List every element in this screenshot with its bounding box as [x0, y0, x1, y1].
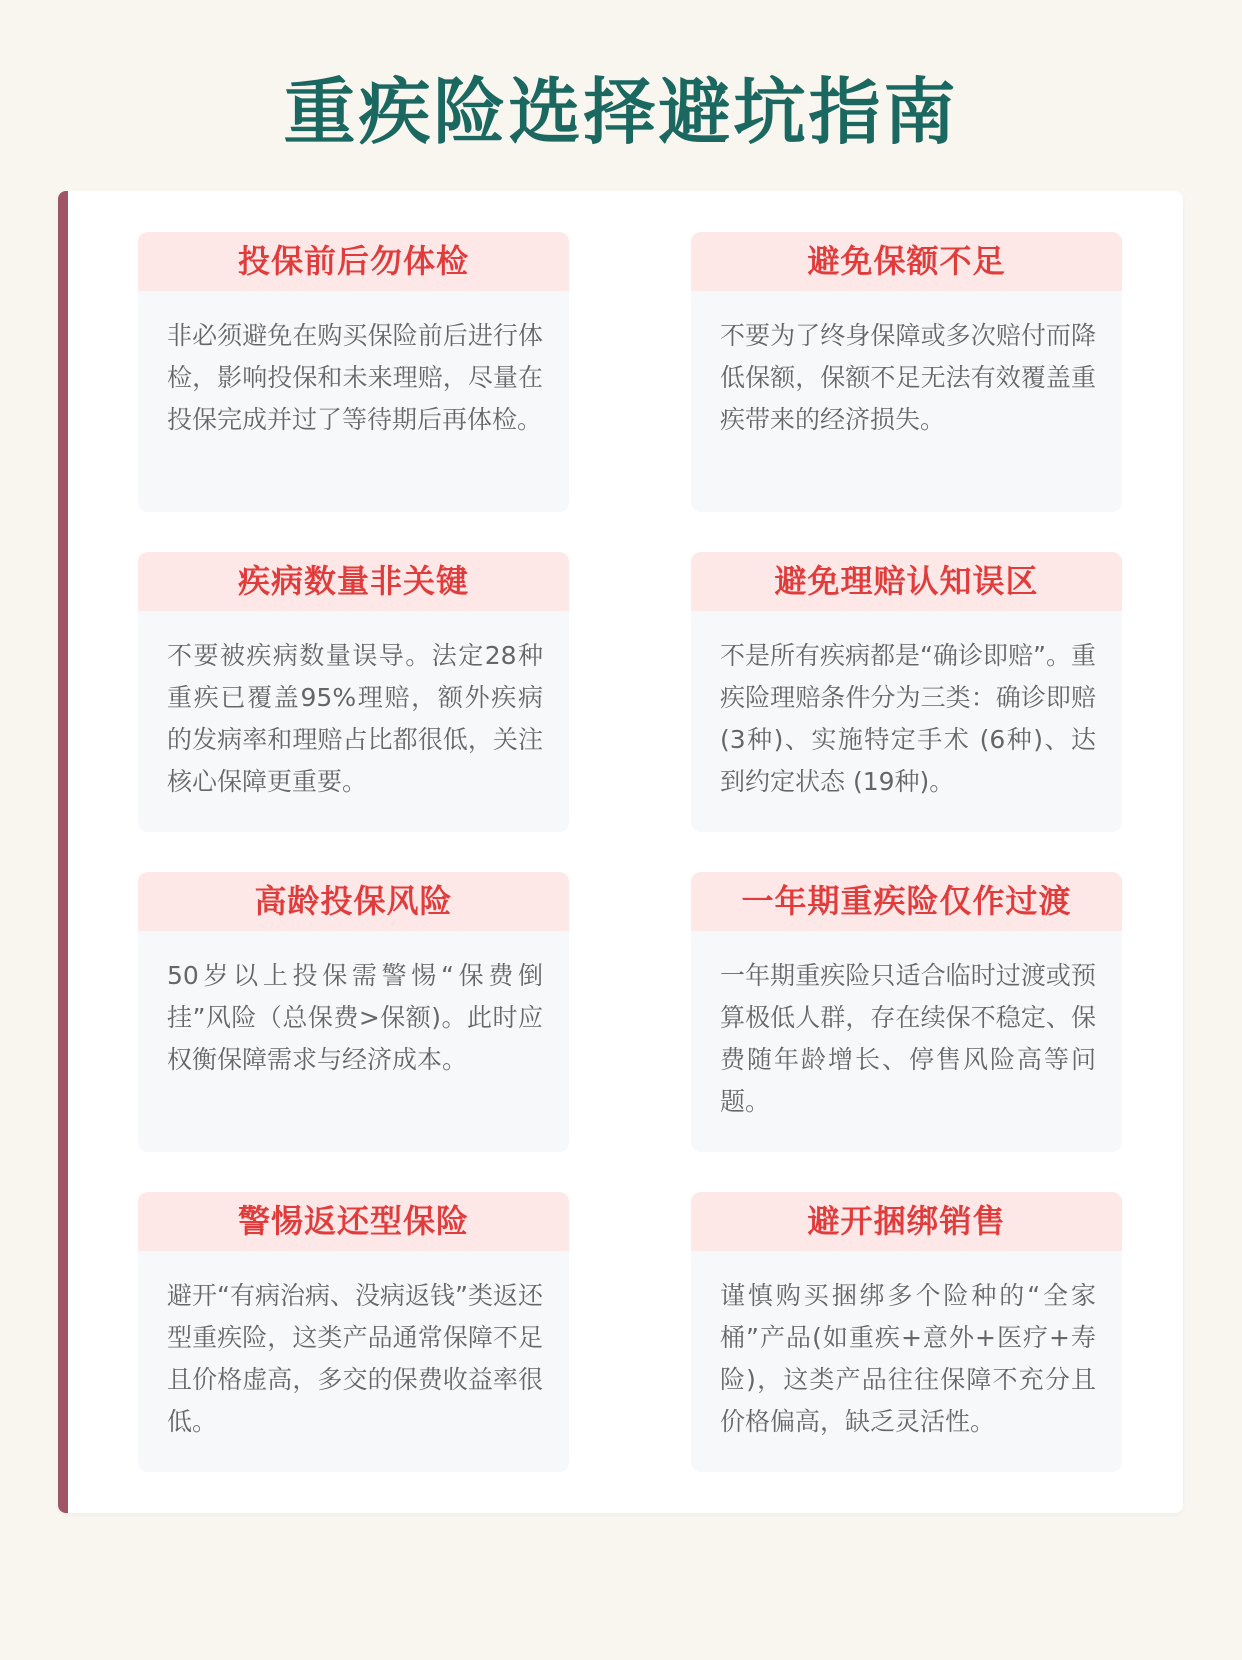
- tip-card: [138, 1192, 569, 1472]
- tip-card-text: 避开“有病治病、没病返钱”类返还型重疾险，这类产品通常保障不足且价格虚高，多交的保费收益率很低。: [167, 1281, 543, 1436]
- tip-card: [691, 232, 1122, 512]
- tip-card: [138, 872, 569, 1152]
- tip-card-text: 谨慎购买捆绑多个险种的“全家桶”产品(如重疾+意外+医疗+寿险)，这类产品往往保障不充分且价格偏高，缺乏灵活性。: [720, 1281, 1096, 1436]
- tip-card-text: 非必须避免在购买保险前后进行体检，影响投保和未来理赔，尽量在投保完成并过了等待期后再体检。: [167, 321, 543, 434]
- tip-card-heading: 高龄投保风险: [138, 872, 569, 931]
- tip-card-heading: 疾病数量非关键: [138, 552, 569, 611]
- tip-card-text: 不要被疾病数量误导。法定28种重疾已覆盖95%理赔，额外疾病的发病率和理赔占比都很低，关注核心保障更重要。: [167, 641, 543, 796]
- tip-card-text: 50岁以上投保需警惕“保费倒挂”风险（总保费>保额)。此时应权衡保障需求与经济成本。: [167, 961, 543, 1074]
- tip-card-text: 不要为了终身保障或多次赔付而降低保额，保额不足无法有效覆盖重疾带来的经济损失。: [720, 321, 1096, 434]
- tip-card: [691, 552, 1122, 832]
- tip-card-heading: 避开捆绑销售: [691, 1192, 1122, 1251]
- tips-panel: [58, 191, 1183, 1513]
- tip-card-heading: 一年期重疾险仅作过渡: [691, 872, 1122, 931]
- tip-card: [138, 232, 569, 512]
- tip-card: [691, 1192, 1122, 1472]
- tip-card-heading: 投保前后勿体检: [138, 232, 569, 291]
- tip-card-text: 一年期重疾险只适合临时过渡或预算极低人群，存在续保不稳定、保费随年龄增长、停售风险高等问题。: [720, 961, 1096, 1116]
- tip-card: [138, 552, 569, 832]
- tip-card-heading: 避免理赔认知误区: [691, 552, 1122, 611]
- tip-card-heading: 警惕返还型保险: [138, 1192, 569, 1251]
- tip-card-text: 不是所有疾病都是“确诊即赔”。重疾险理赔条件分为三类：确诊即赔(3种)、实施特定手术 (6种)、达到约定状态 (19种)。: [720, 641, 1096, 796]
- tip-card-heading: 避免保额不足: [691, 232, 1122, 291]
- tip-card: [691, 872, 1122, 1152]
- page-title: 重疾险选择避坑指南: [283, 70, 959, 154]
